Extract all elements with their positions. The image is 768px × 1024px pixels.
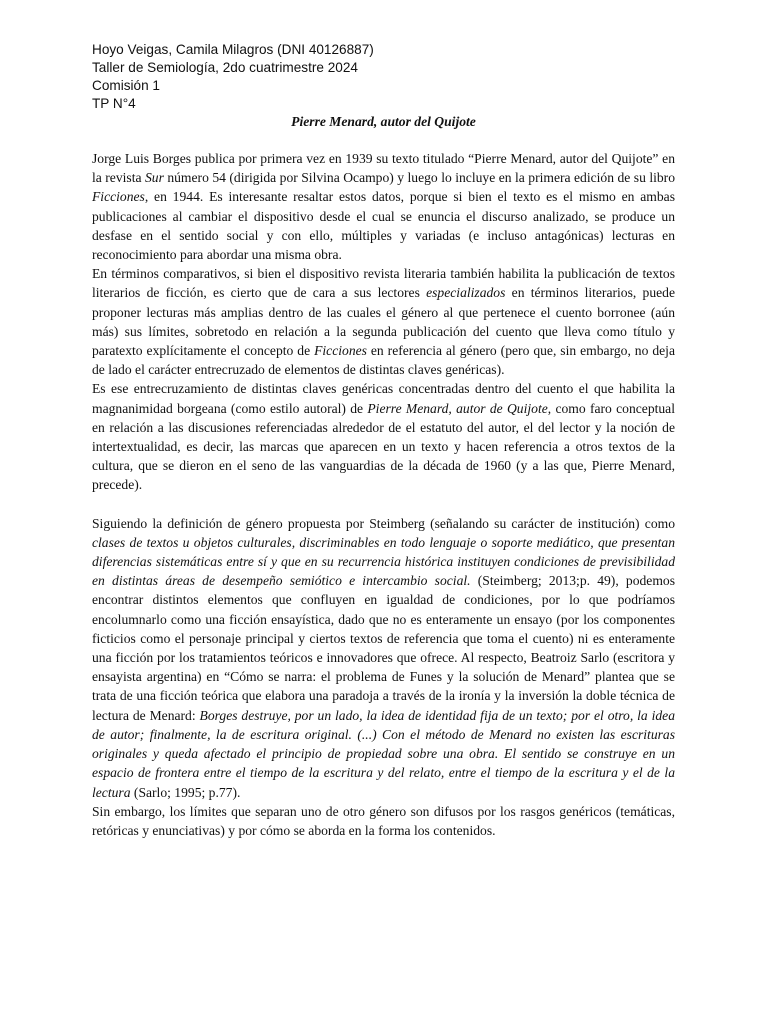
paragraph-gap bbox=[92, 495, 675, 514]
document-title: Pierre Menard, autor del Quijote bbox=[291, 114, 476, 129]
paragraph-5 bbox=[92, 802, 675, 840]
italic-text-run: Ficciones bbox=[92, 189, 145, 205]
text-run: Sin embargo, los límites que separan uno de otro género son difusos por los rasgos genéricos (temáticas, retóricas y enunciativas) y por cómo se aborda en la forma los contenidos. bbox=[92, 803, 675, 838]
assignment-line: TP N°4 bbox=[92, 96, 136, 111]
paragraph-3 bbox=[92, 379, 675, 494]
italic-text-run: Ficciones bbox=[314, 343, 367, 359]
document-page bbox=[92, 41, 675, 840]
italic-text-run: clases de textos u objetos culturales, discriminables en todo lenguaje o soporte mediático, que presentan diferencias sistemáticas entre sí y que en su recurrencia histórica instituyen condiciones de previsibilidad en distintas áreas de desempeño semiótico e intercambio social. bbox=[92, 534, 675, 589]
text-run: (Steimberg; 2013;p. 49), podemos encontrar distintos elementos que confluyen en igualdad de condiciones, por lo que podríamos encolumnarlo como una ficción ensayística, dado que no es enteramente un ensayo (por los componentes ficticios como el personaje principal y ciertos textos de referencia que toma el cuento) ni es enteramente una ficción por los tratamientos teóricos e innovadores que ofrece. Al respecto, Beatroiz Sarlo (escritora y ensayista argentina) en “Cómo se narra: el problema de Funes y la solución de Menard” plantea que se trata de una ficción teórica que elabora una paradoja a través de la ironía y la inversión la doble técnica de lectura de Menard: bbox=[92, 573, 675, 723]
course-line: Taller de Semiología, 2do cuatrimestre 2024 bbox=[92, 60, 358, 75]
paragraph-1 bbox=[92, 149, 675, 264]
author-line: Hoyo Veigas, Camila Milagros (DNI 40126887) bbox=[92, 42, 374, 57]
text-run: en términos literarios, puede proponer lecturas más amplias dentro de las cuales el género al que pertenece el cuento borronee (aún más) sus límites, sobretodo en relación a la segunda publicación del cuento que lleva como título y paratexto explícitamente el concepto de bbox=[92, 285, 675, 359]
paragraph-4 bbox=[92, 514, 675, 802]
text-run: Siguiendo la definición de género propuesta por Steimberg (señalando su carácter de institución) como bbox=[92, 515, 675, 531]
text-run: (Sarlo; 1995; p.77). bbox=[130, 784, 241, 800]
text-run: , como faro conceptual en relación a las discusiones referenciadas alrededor de el estatuto del autor, el del lector y la noción de intertextualidad, es decir, las marcas que aparecen en un texto y hacen referencia a otros textos de la cultura, que se dieron en el seno de las vanguardias de la década de 1960 (y a las que, Pierre Menard, precede). bbox=[92, 400, 675, 493]
text-run: en referencia al género (pero que, sin embargo, no deja de lado el carácter entrecruzado de elementos de distintas claves genéricas). bbox=[92, 343, 675, 378]
text-run: , en 1944. Es interesante resaltar estos datos, porque si bien el texto es el mismo en ambas publicaciones al cambiar el dispositivo desde el cual se enuncia el discurso analizado, se produce un desfase en el sentido social y con ello, múltiples y variadas (e incluso antagónicas) lecturas en reconocimiento para abordar una misma obra. bbox=[92, 189, 675, 263]
commission-line: Comisión 1 bbox=[92, 78, 160, 93]
italic-text-run: especializados bbox=[426, 285, 506, 301]
italic-text-run: Pierre Menard, autor de Quijote bbox=[367, 400, 548, 416]
text-run: En términos comparativos, si bien el dispositivo revista literaria también habilita la publicación de textos literarios de ficción, es cierto que de cara a sus lectores bbox=[92, 266, 675, 301]
text-run: Jorge Luis Borges publica por primera vez en 1939 su texto titulado “Pierre Menard, autor del Quijote” en la revista bbox=[92, 151, 675, 186]
italic-text-run: Sur bbox=[144, 170, 164, 186]
paragraph-2 bbox=[92, 264, 675, 379]
text-run: Es ese entrecruzamiento de distintas claves genéricas concentradas dentro del cuento el que habilita la magnanimidad borgeana (como estilo autoral) de bbox=[92, 381, 675, 416]
italic-text-run: Borges destruye, por un lado, la idea de identidad fija de un texto; por el otro, la idea de autor; finalmente, la de escritura original. (...) Con el método de Menard no existen las escrituras originales y queda afectado el principio de propiedad sobre una obra. El sentido se construye en un espacio de frontera entre el tiempo de la escritura y del relato, entre el tiempo de la escritura y el de la lectura bbox=[92, 707, 675, 800]
text-run: número 54 (dirigida por Silvina Ocampo) y luego lo incluye en la primera edición de su libro bbox=[163, 170, 676, 186]
